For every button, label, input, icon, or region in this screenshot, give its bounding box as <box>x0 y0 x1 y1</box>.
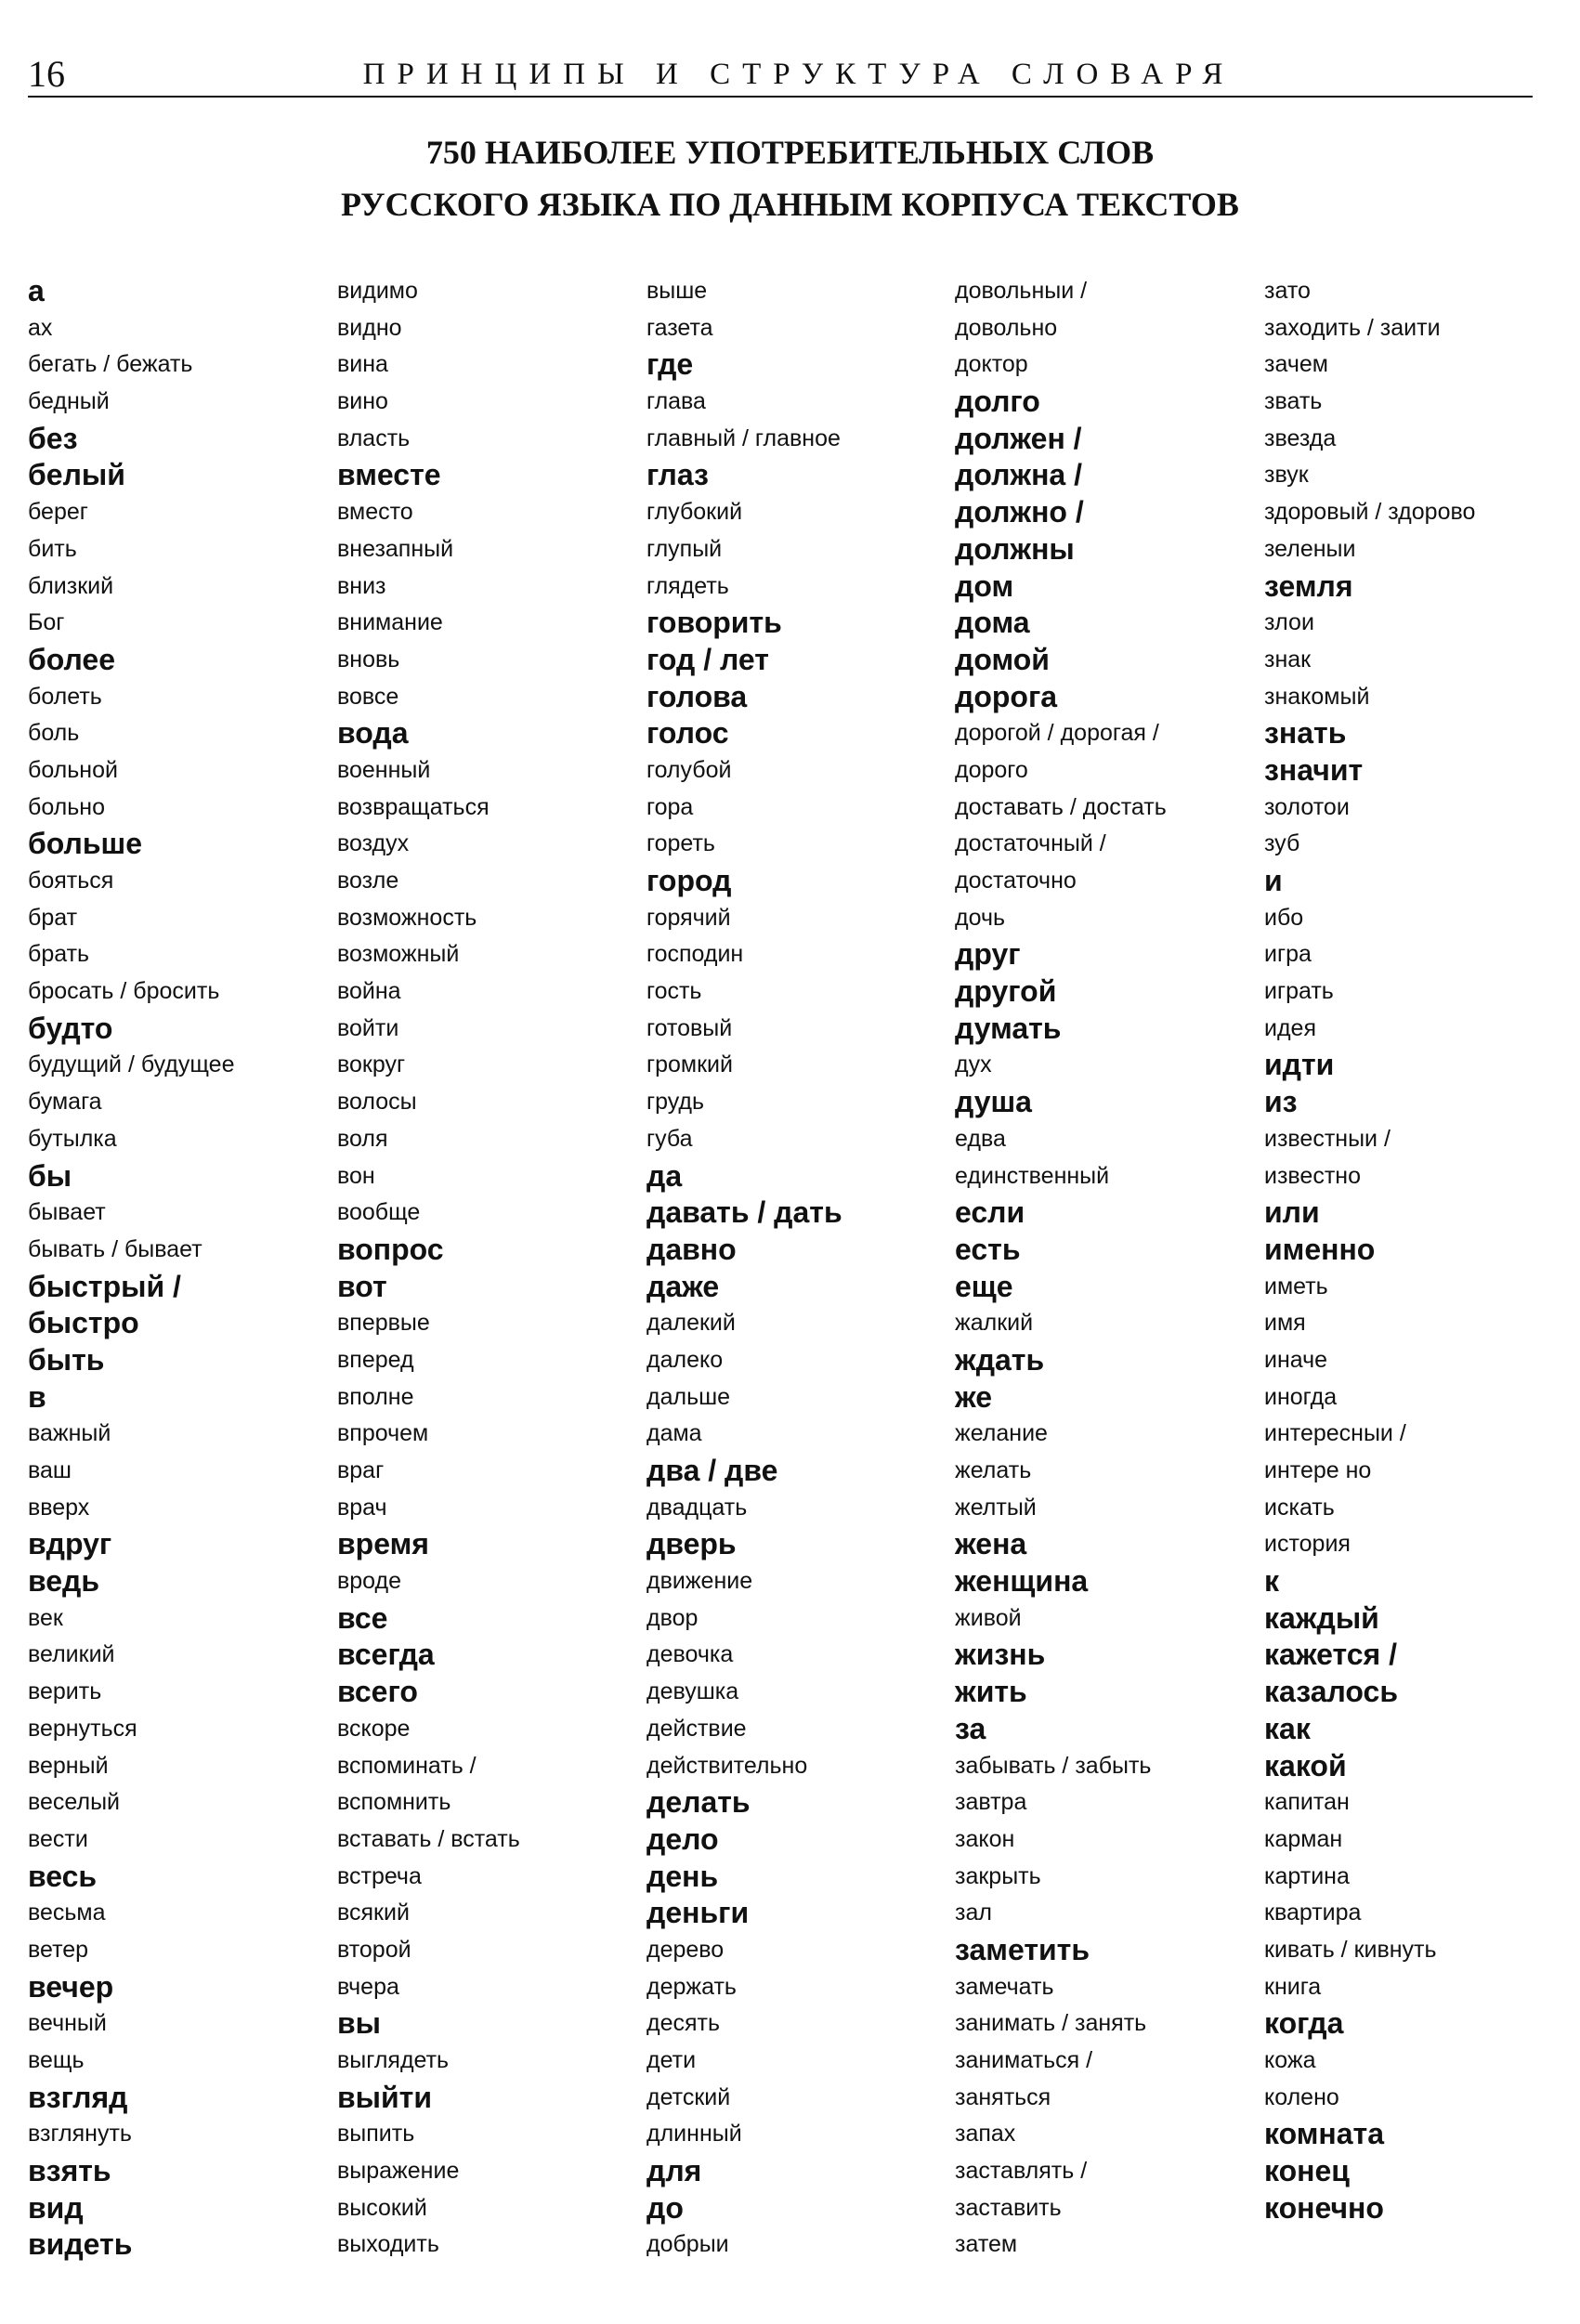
word-entry: карман <box>1264 1825 1343 1852</box>
word-entry: будущий / будущее <box>28 1051 235 1078</box>
word-entry: глупый <box>646 535 723 562</box>
word-entry: желать <box>955 1457 1032 1483</box>
word-entry-frequent: где <box>646 347 694 382</box>
word-entry-frequent: быть <box>28 1342 105 1377</box>
word-entry: заставить <box>955 2194 1062 2221</box>
word-entry-frequent: взять <box>28 2154 111 2188</box>
word-entry-frequent: делать <box>646 1785 751 1820</box>
word-entry: квартира <box>1264 1900 1362 1926</box>
word-entry: гореть <box>646 830 715 857</box>
word-entry: второй <box>337 1936 411 1963</box>
word-entry: запах <box>955 2121 1016 2148</box>
word-entry-frequent: дверь <box>646 1527 737 1561</box>
word-entry-frequent: без <box>28 421 78 455</box>
word-entry-frequent: должна / <box>955 458 1082 492</box>
word-entry: видно <box>337 314 402 341</box>
word-entry: волосы <box>337 1089 417 1116</box>
word-entry-frequent: а <box>28 274 45 307</box>
word-column-5 <box>1264 273 1475 2226</box>
word-entry: выражение <box>337 2158 460 2185</box>
word-entry: зал <box>955 1900 992 1926</box>
word-entry: власть <box>337 424 411 451</box>
word-entry: вечный <box>28 2010 107 2037</box>
word-entry: вокруг <box>337 1051 406 1078</box>
word-entry: девушка <box>646 1678 739 1705</box>
word-entry: внимание <box>337 609 443 636</box>
word-entry-frequent: же <box>955 1379 993 1414</box>
word-entry: зеленыи <box>1264 535 1356 562</box>
word-entry: довольно <box>955 314 1058 341</box>
word-entry-frequent: больше <box>28 827 142 861</box>
word-entry: бояться <box>28 868 114 894</box>
word-entry: затем <box>955 2231 1018 2258</box>
word-entry-frequent: для <box>646 2154 702 2188</box>
word-entry: бумага <box>28 1089 102 1116</box>
word-entry: дочь <box>955 904 1005 931</box>
word-entry: желтый <box>955 1494 1037 1521</box>
word-entry-frequent: давать / дать <box>646 1195 842 1230</box>
word-entry: боль <box>28 720 80 747</box>
word-entry: выходить <box>337 2231 439 2258</box>
word-entry: воздух <box>337 830 410 857</box>
word-entry-frequent: знать <box>1264 716 1347 751</box>
word-entry: вместо <box>337 499 413 526</box>
word-entry: войти <box>337 1014 399 1041</box>
word-entry-frequent: дорога <box>955 679 1058 713</box>
word-entry-frequent: вопрос <box>337 1232 444 1266</box>
word-entry-frequent: всегда <box>337 1638 435 1672</box>
running-head <box>28 50 1533 98</box>
word-entry-frequent: ждать <box>955 1342 1045 1377</box>
word-entry-frequent: ведь <box>28 1564 100 1599</box>
word-entry: век <box>28 1604 63 1631</box>
word-entry-frequent: взгляд <box>28 2080 128 2114</box>
word-entry: двор <box>646 1604 699 1631</box>
word-entry-frequent: глаз <box>646 458 709 492</box>
word-entry: грудь <box>646 1089 705 1116</box>
word-entry-frequent: другой <box>955 974 1057 1009</box>
word-entry-frequent: вот <box>337 1269 387 1303</box>
word-entry: видимо <box>337 278 418 304</box>
word-entry: внезапный <box>337 535 454 562</box>
word-entry: впервые <box>337 1310 430 1337</box>
word-entry: вперед <box>337 1346 414 1373</box>
word-entry: громкий <box>646 1051 733 1078</box>
word-entry: доктор <box>955 351 1028 378</box>
word-entry-frequent: долго <box>955 385 1040 419</box>
word-entry-frequent: вечер <box>28 1969 114 2004</box>
word-entry-frequent: из <box>1264 1085 1298 1119</box>
word-entry: вовсе <box>337 683 399 710</box>
word-entry: достаточный / <box>955 830 1106 857</box>
word-entry-frequent: говорить <box>646 606 782 640</box>
word-entry-frequent: каждый <box>1264 1600 1379 1635</box>
word-column-4 <box>955 273 1167 2264</box>
word-entry: игра <box>1264 941 1312 968</box>
word-entry: звезда <box>1264 424 1337 451</box>
word-entry-frequent: дело <box>646 1821 719 1856</box>
word-entry: газета <box>646 314 713 341</box>
word-entry: дети <box>646 2047 697 2073</box>
word-entry: иначе <box>1264 1346 1328 1373</box>
word-entry: интересныи / <box>1264 1420 1406 1447</box>
word-entry: глядеть <box>646 572 729 599</box>
word-entry: веселый <box>28 1789 120 1816</box>
word-entry: дорого <box>955 756 1028 783</box>
word-entry-frequent: день <box>646 1859 719 1893</box>
word-entry: глубокий <box>646 499 743 526</box>
word-entry-frequent: конец <box>1264 2154 1350 2188</box>
word-entry: вставать / встать <box>337 1825 520 1852</box>
word-entry: девочка <box>646 1641 734 1668</box>
word-entry-frequent: казалось <box>1264 1675 1398 1709</box>
heading-line-2: РУССКОГО ЯЗЫКА ПО ДАННЫМ КОРПУСА ТЕКСТОВ <box>341 186 1239 223</box>
word-entry: всякий <box>337 1900 410 1926</box>
word-entry: десять <box>646 2010 721 2037</box>
word-entry: готовый <box>646 1014 733 1041</box>
word-entry: кожа <box>1264 2047 1316 2073</box>
word-entry-frequent: когда <box>1264 2006 1344 2041</box>
word-entry: война <box>337 978 401 1005</box>
word-entry: дама <box>646 1420 702 1447</box>
word-entry-frequent: время <box>337 1527 429 1561</box>
word-entry-frequent: год / лет <box>646 642 769 676</box>
word-entry: зато <box>1264 278 1311 304</box>
word-entry: больно <box>28 793 105 820</box>
word-entry: близкий <box>28 572 114 599</box>
word-entry: зачем <box>1264 351 1328 378</box>
word-entry: доставать / достать <box>955 793 1167 820</box>
word-entry-frequent: конечно <box>1264 2190 1384 2225</box>
word-entry: книга <box>1264 1973 1322 2000</box>
word-entry: далекий <box>646 1310 736 1337</box>
word-entry: известно <box>1264 1162 1361 1189</box>
word-entry: действие <box>646 1715 747 1742</box>
word-entry: колено <box>1264 2083 1339 2110</box>
page-number: 16 <box>28 53 65 95</box>
word-entry: ваш <box>28 1457 72 1483</box>
word-entry-frequent: душа <box>955 1085 1032 1119</box>
word-entry: верный <box>28 1752 109 1779</box>
word-entry: бывает <box>28 1199 106 1226</box>
word-entry: закрыть <box>955 1862 1041 1889</box>
word-entry: играть <box>1264 978 1334 1005</box>
word-entry: возле <box>337 868 399 894</box>
word-entry-frequent: женщина <box>955 1564 1089 1599</box>
word-entry: картина <box>1264 1862 1350 1889</box>
word-entry-frequent: и <box>1264 864 1283 897</box>
word-entry-frequent: видеть <box>28 2227 133 2262</box>
word-entry-frequent: в <box>28 1379 46 1414</box>
word-entry-frequent: давно <box>646 1232 737 1266</box>
word-entry: берег <box>28 499 88 526</box>
word-entry: воля <box>337 1125 388 1152</box>
word-entry-frequent: вода <box>337 716 409 751</box>
word-entry-frequent: как <box>1264 1711 1311 1745</box>
word-entry: горячий <box>646 904 731 931</box>
word-entry-frequent: есть <box>955 1232 1021 1266</box>
word-entry-frequent: земля <box>1264 568 1353 603</box>
word-entry-frequent: домой <box>955 642 1050 676</box>
word-entry: ветер <box>28 1936 89 1963</box>
word-entry-frequent: все <box>337 1600 388 1635</box>
word-entry: кивать / кивнуть <box>1264 1936 1437 1963</box>
word-entry-frequent: друг <box>955 937 1021 972</box>
running-title: ПРИНЦИПЫ И СТРУКТУРА СЛОВАРЯ <box>362 58 1235 91</box>
word-entry: встреча <box>337 1862 422 1889</box>
word-entry: впрочем <box>337 1420 429 1447</box>
word-entry: бросать / бросить <box>28 978 220 1005</box>
word-entry: дорогой / дорогая / <box>955 720 1159 747</box>
word-entry: движение <box>646 1568 753 1595</box>
word-entry: важный <box>28 1420 111 1447</box>
word-entry-frequent: жизнь <box>955 1638 1046 1672</box>
word-entry: едва <box>955 1125 1006 1152</box>
word-entry-frequent: белый <box>28 458 125 492</box>
word-entry: детский <box>646 2083 731 2110</box>
word-entry: завтра <box>955 1789 1027 1816</box>
word-entry: врач <box>337 1494 387 1521</box>
word-entry: вообще <box>337 1199 421 1226</box>
word-entry: жалкий <box>955 1310 1034 1337</box>
word-entry: гора <box>646 793 694 820</box>
word-entry: капитан <box>1264 1789 1350 1816</box>
word-entry: выпить <box>337 2121 415 2148</box>
word-entry: вновь <box>337 646 400 672</box>
word-entry-frequent: город <box>646 864 732 897</box>
word-entry: бедный <box>28 388 110 415</box>
word-entry: великий <box>28 1641 115 1668</box>
word-entry: интере но <box>1264 1457 1372 1483</box>
word-entry-frequent: быстрый / <box>28 1269 181 1303</box>
word-entry-frequent: деньги <box>646 1896 750 1930</box>
word-entry: замечать <box>955 1973 1054 2000</box>
word-entry: вина <box>337 351 388 378</box>
word-entry-frequent: выйти <box>337 2080 433 2114</box>
section-heading <box>0 126 1580 230</box>
word-column-2 <box>337 273 520 2264</box>
word-entry-frequent: должен / <box>955 421 1082 455</box>
word-entry: зуб <box>1264 830 1300 857</box>
word-entry-frequent: именно <box>1264 1232 1376 1266</box>
word-entry: иногда <box>1264 1383 1338 1410</box>
word-entry-frequent: жена <box>955 1527 1027 1561</box>
word-entry-frequent: идти <box>1264 1048 1335 1082</box>
word-entry: выглядеть <box>337 2047 450 2073</box>
word-entry: голубой <box>646 756 732 783</box>
word-entry-frequent: всего <box>337 1675 418 1709</box>
word-entry: Бог <box>28 609 65 636</box>
word-entry: ибо <box>1264 904 1304 931</box>
word-column-3 <box>646 273 842 2264</box>
word-entry: верить <box>28 1678 102 1705</box>
word-entry: вверх <box>28 1494 90 1521</box>
word-entry-frequent: или <box>1264 1195 1320 1230</box>
word-entry: забывать / забыть <box>955 1752 1152 1779</box>
word-entry: единственный <box>955 1162 1110 1189</box>
word-entry: знак <box>1264 646 1312 672</box>
word-entry: далеко <box>646 1346 724 1373</box>
word-entry: известныи / <box>1264 1125 1391 1152</box>
word-entry: брать <box>28 941 90 968</box>
word-entry-frequent: да <box>646 1158 683 1193</box>
word-entry-frequent: если <box>955 1195 1025 1230</box>
word-entry: заходить / заити <box>1264 314 1441 341</box>
word-entry: враг <box>337 1457 385 1483</box>
word-entry: заставлять / <box>955 2158 1088 2185</box>
word-entry: вниз <box>337 572 386 599</box>
word-entry-frequent: комната <box>1264 2117 1384 2151</box>
word-entry-frequent: должны <box>955 531 1075 566</box>
word-entry: вскоре <box>337 1715 411 1742</box>
word-entry-frequent: заметить <box>955 1932 1090 1966</box>
word-entry-frequent: думать <box>955 1011 1062 1045</box>
word-entry: вчера <box>337 1973 399 2000</box>
word-entry: дальше <box>646 1383 731 1410</box>
word-entry-frequent: бы <box>28 1158 72 1193</box>
word-entry-frequent: вместе <box>337 458 441 492</box>
word-entry-frequent: жить <box>955 1675 1027 1709</box>
word-entry: злои <box>1264 609 1314 636</box>
word-entry-frequent: два / две <box>646 1454 778 1487</box>
word-entry: звук <box>1264 462 1309 489</box>
word-list <box>28 273 1560 2298</box>
word-entry: вещь <box>28 2047 85 2073</box>
word-entry-frequent: будто <box>28 1011 113 1045</box>
word-entry-frequent: какой <box>1264 1748 1347 1782</box>
word-entry: вспоминать / <box>337 1752 477 1779</box>
word-entry-frequent: вид <box>28 2190 84 2225</box>
word-entry: закон <box>955 1825 1015 1852</box>
word-entry-frequent: вдруг <box>28 1527 112 1561</box>
word-entry: губа <box>646 1125 693 1152</box>
word-entry: бутылка <box>28 1125 117 1152</box>
word-entry: вполне <box>337 1383 414 1410</box>
word-entry: занимать / занять <box>955 2010 1147 2037</box>
word-entry-frequent: до <box>646 2190 684 2225</box>
word-entry-frequent: голова <box>646 679 748 713</box>
word-entry: военный <box>337 756 431 783</box>
word-entry: знакомый <box>1264 683 1370 710</box>
word-entry: действительно <box>646 1752 808 1779</box>
word-entry: весьма <box>28 1900 106 1926</box>
heading-line-1: 750 НАИБОЛЕЕ УПОТРЕБИТЕЛЬНЫХ СЛОВ <box>425 134 1155 171</box>
header-rule <box>28 96 1533 98</box>
word-entry: идея <box>1264 1014 1316 1041</box>
word-entry-frequent: быстро <box>28 1306 139 1340</box>
word-entry-frequent: вы <box>337 2006 381 2041</box>
word-entry: живой <box>955 1604 1022 1631</box>
word-entry-frequent: более <box>28 642 116 676</box>
word-entry-frequent: дома <box>955 606 1030 640</box>
word-entry-frequent: даже <box>646 1269 720 1303</box>
word-entry: вернуться <box>28 1715 137 1742</box>
word-entry-frequent: голос <box>646 716 729 751</box>
word-entry: держать <box>646 1973 737 2000</box>
word-entry: желание <box>955 1420 1048 1447</box>
word-entry: добрыи <box>646 2231 729 2258</box>
word-entry: история <box>1264 1531 1351 1558</box>
word-entry: здоровый / здорово <box>1264 499 1476 526</box>
word-entry: высокий <box>337 2194 427 2221</box>
word-entry: золотои <box>1264 793 1350 820</box>
word-entry: заняться <box>955 2083 1051 2110</box>
word-entry: заниматься / <box>955 2047 1093 2073</box>
word-entry: вести <box>28 1825 88 1852</box>
word-entry: главный / главное <box>646 424 841 451</box>
word-entry: возвращаться <box>337 793 490 820</box>
word-entry: довольныи / <box>955 278 1088 304</box>
word-entry-frequent: кажется / <box>1264 1638 1397 1672</box>
word-entry-frequent: весь <box>28 1859 98 1893</box>
word-entry: выше <box>646 278 708 304</box>
word-entry: достаточно <box>955 868 1077 894</box>
word-entry: искать <box>1264 1494 1335 1521</box>
word-entry: брат <box>28 904 78 931</box>
word-entry-frequent: к <box>1264 1564 1280 1599</box>
word-entry: длинный <box>646 2121 742 2148</box>
word-entry: бить <box>28 535 77 562</box>
word-entry: вроде <box>337 1568 402 1595</box>
word-entry: бывать / бывает <box>28 1235 202 1262</box>
word-entry: гость <box>646 978 702 1005</box>
word-entry: глава <box>646 388 706 415</box>
word-entry-frequent: еще <box>955 1269 1013 1303</box>
word-entry: больной <box>28 756 118 783</box>
word-entry: бегать / бежать <box>28 351 193 378</box>
word-entry: звать <box>1264 388 1323 415</box>
word-entry: имя <box>1264 1310 1306 1337</box>
word-entry-frequent: значит <box>1264 752 1364 787</box>
word-entry: господин <box>646 941 744 968</box>
word-entry: болеть <box>28 683 102 710</box>
word-entry: дух <box>955 1051 992 1078</box>
word-entry: ах <box>28 314 53 341</box>
word-entry: взглянуть <box>28 2121 132 2148</box>
word-entry: возможный <box>337 941 460 968</box>
word-entry: иметь <box>1264 1273 1328 1299</box>
word-column-1 <box>28 273 235 2264</box>
word-entry-frequent: за <box>955 1711 986 1745</box>
word-entry: двадцать <box>646 1494 748 1521</box>
word-entry: вино <box>337 388 388 415</box>
word-entry-frequent: должно / <box>955 495 1084 529</box>
word-entry: возможность <box>337 904 477 931</box>
word-entry: вспомнить <box>337 1789 451 1816</box>
word-entry: дерево <box>646 1936 725 1963</box>
word-entry-frequent: дом <box>955 568 1014 603</box>
word-entry: вон <box>337 1162 375 1189</box>
